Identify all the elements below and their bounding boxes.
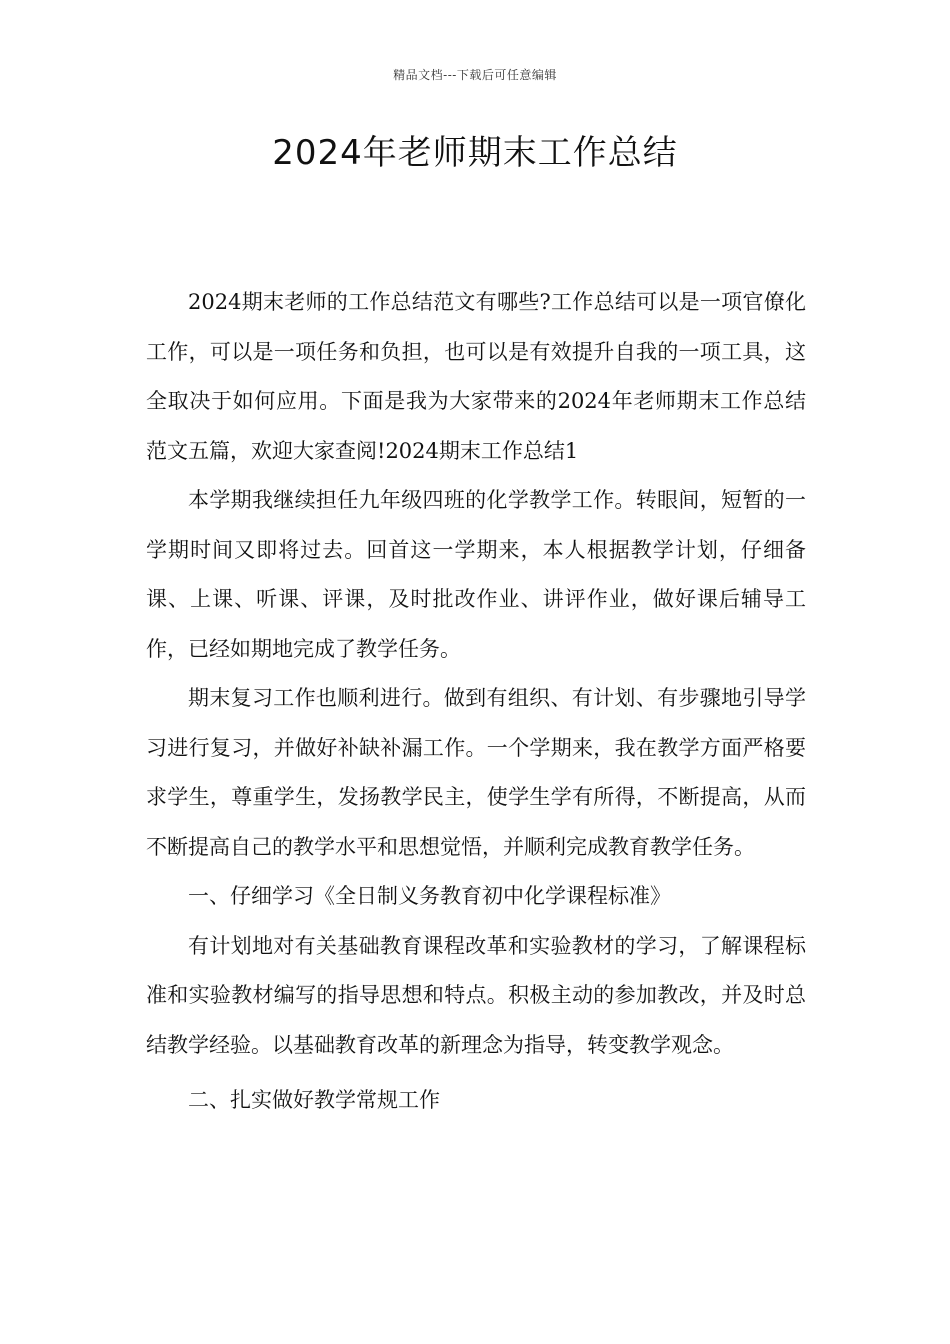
document-title: 2024年老师期末工作总结 — [272, 133, 678, 173]
header-note: 精品文档---下载后可任意编辑 — [393, 68, 557, 82]
section-heading-1: 一、仔细学习《全日制义务教育初中化学课程标准》 — [188, 884, 671, 908]
paragraph-review: 期末复习工作也顺利进行。做到有组织、有计划、有步骤地引导学习进行复习，并做好补缺补漏工作。一个学期来，我在教学方面严格要求学生，尊重学生，发扬教学民主，使学生学有所得，不断提高，从而不断提高自己的教学水平和思想觉悟，并顺利完成教育教学任务。 — [146, 686, 806, 859]
document-body — [146, 278, 806, 1126]
paragraph-curriculum: 有计划地对有关基础教育课程改革和实验教材的学习，了解课程标准和实验教材编写的指导思想和特点。积极主动的参加教改，并及时总结教学经验。以基础教育改革的新理念为指导，转变教学观念。 — [146, 933, 806, 1057]
paragraph-intro: 2024期末老师的工作总结范文有哪些?工作总结可以是一项官僚化工作，可以是一项任务和负担，也可以是有效提升自我的一项工具，这全取决于如何应用。下面是我为大家带来的2024年老师期末工作总结范文五篇，欢迎大家查阅!2024期末工作总结1 — [146, 290, 806, 463]
paragraph-teaching: 本学期我继续担任九年级四班的化学教学工作。转眼间，短暂的一学期时间又即将过去。回首这一学期来，本人根据教学计划，仔细备课、上课、听课、评课，及时批改作业、讲评作业，做好课后辅导工作，已经如期地完成了教学任务。 — [146, 488, 806, 661]
section-heading-2: 二、扎实做好教学常规工作 — [188, 1088, 440, 1112]
